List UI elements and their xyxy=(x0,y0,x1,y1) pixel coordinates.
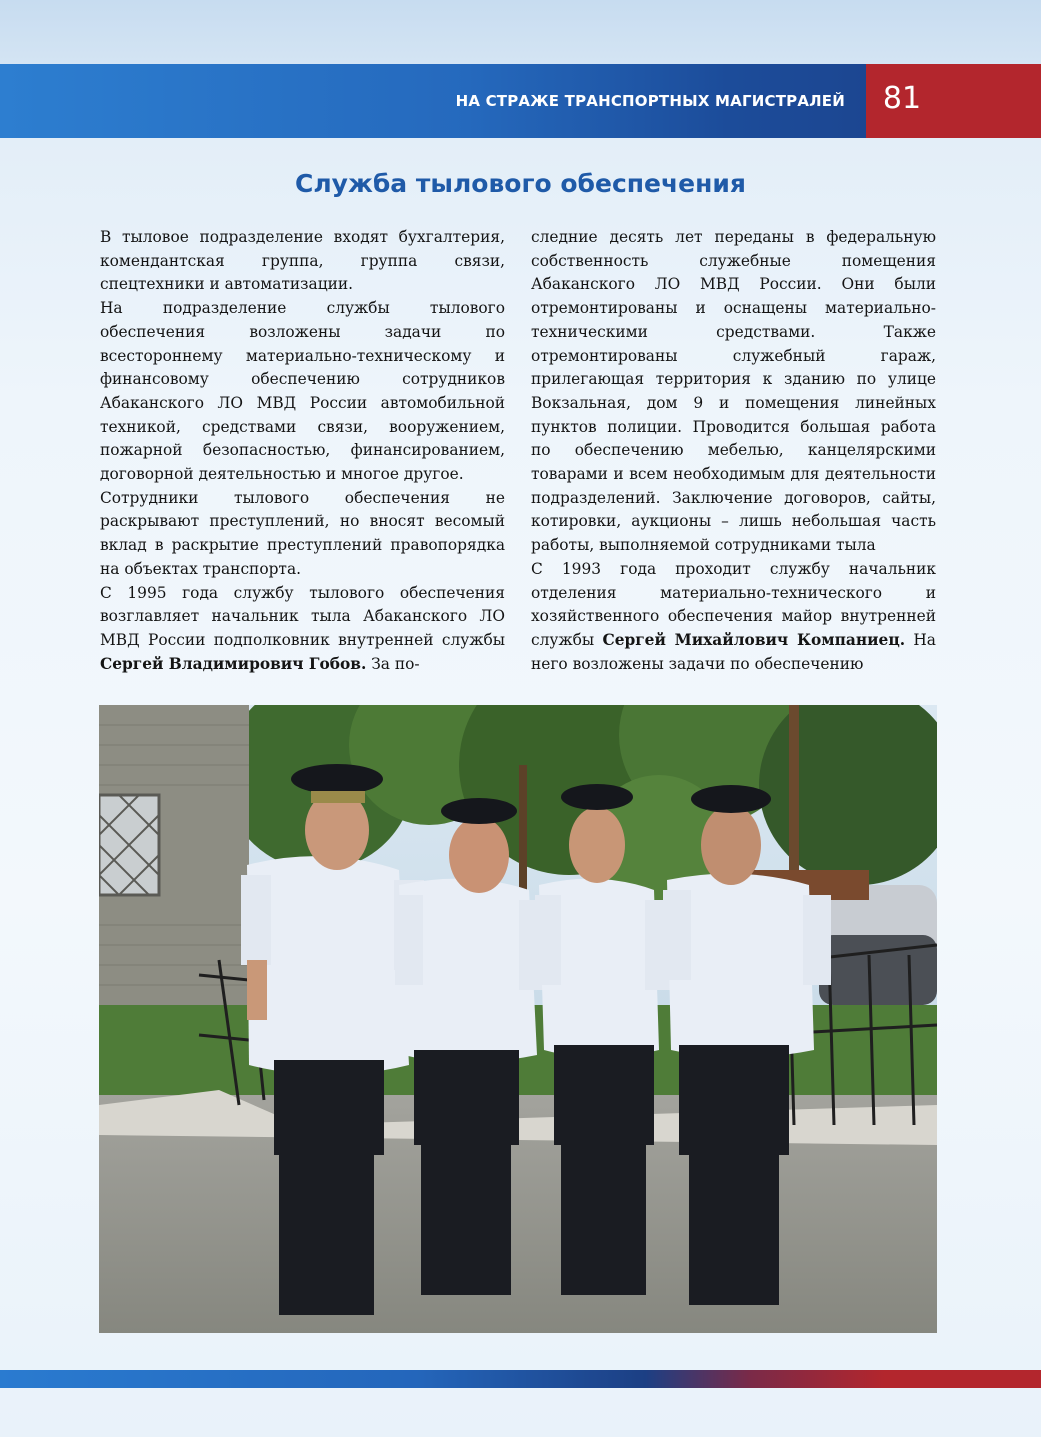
person-name: Сергей Владимирович Гобов. xyxy=(100,654,367,673)
article-title: Служба тылового обеспечения xyxy=(295,169,746,198)
footer-band xyxy=(0,1370,1041,1388)
building xyxy=(99,705,249,1005)
paragraph-text: С 1995 года службу тылового обеспечения возглавляет начальник тыла Абаканского ЛО МВД России подполковник внутренней службы xyxy=(100,583,505,649)
paragraph: На подразделение службы тылового обеспечения возложены задачи по всестороннему материально-техническому и финансовому обеспечению сотрудников Абаканского ЛО МВД России автомобильной техникой, средствами связи, вооружением, пожарной безопасностью, финансированием, договорной деятельностью и многое другое. xyxy=(100,299,505,484)
paragraph: Сотрудники тылового обеспечения не раскрывают преступлений, но вносят весомый вклад в раскрытие преступлений правопорядка на объектах транспорта. xyxy=(100,488,505,578)
paragraph-text: На него возложены задачи по обеспечению xyxy=(531,630,936,673)
page-number-tab xyxy=(866,64,1041,138)
person-name: Сергей Михайлович Компаниец. xyxy=(602,630,906,649)
left-column xyxy=(100,226,505,676)
section-title: НА СТРАЖЕ ТРАНСПОРТНЫХ МАГИСТРАЛЕЙ xyxy=(455,92,845,110)
page-number: 81 xyxy=(882,81,922,116)
paragraph-text: За по- xyxy=(366,654,420,673)
paragraph xyxy=(100,582,505,677)
paragraph xyxy=(531,558,936,677)
paragraph-text: С 1993 года проходит службу начальник отделения материально-технического и хозяйственного обеспечения майор внутренней службы xyxy=(531,559,936,649)
group-photo xyxy=(99,705,937,1333)
right-column xyxy=(531,226,936,676)
paragraph: В тыловое подразделение входят бухгалтерия, комендантская группа, группа связи, спецтехники и автоматизации. xyxy=(100,228,505,294)
paragraph: следние десять лет переданы в федеральную собственность служебные помещения Абаканского ЛО МВД России. Они были отремонтированы и оснащены материально-техническими средствами. Также отремонтированы служебный гараж, прилегающая территория к зданию по улице Вокзальная, дом 9 и помещения линейных пунктов полиции. Проводится большая работа по обеспечению мебелью, канцелярскими товарами и всем необходимым для деятельности подразделений. Заключение договоров, сайты, котировки, аукционы – лишь небольшая часть работы, выполняемой сотрудниками тыла xyxy=(531,228,936,555)
